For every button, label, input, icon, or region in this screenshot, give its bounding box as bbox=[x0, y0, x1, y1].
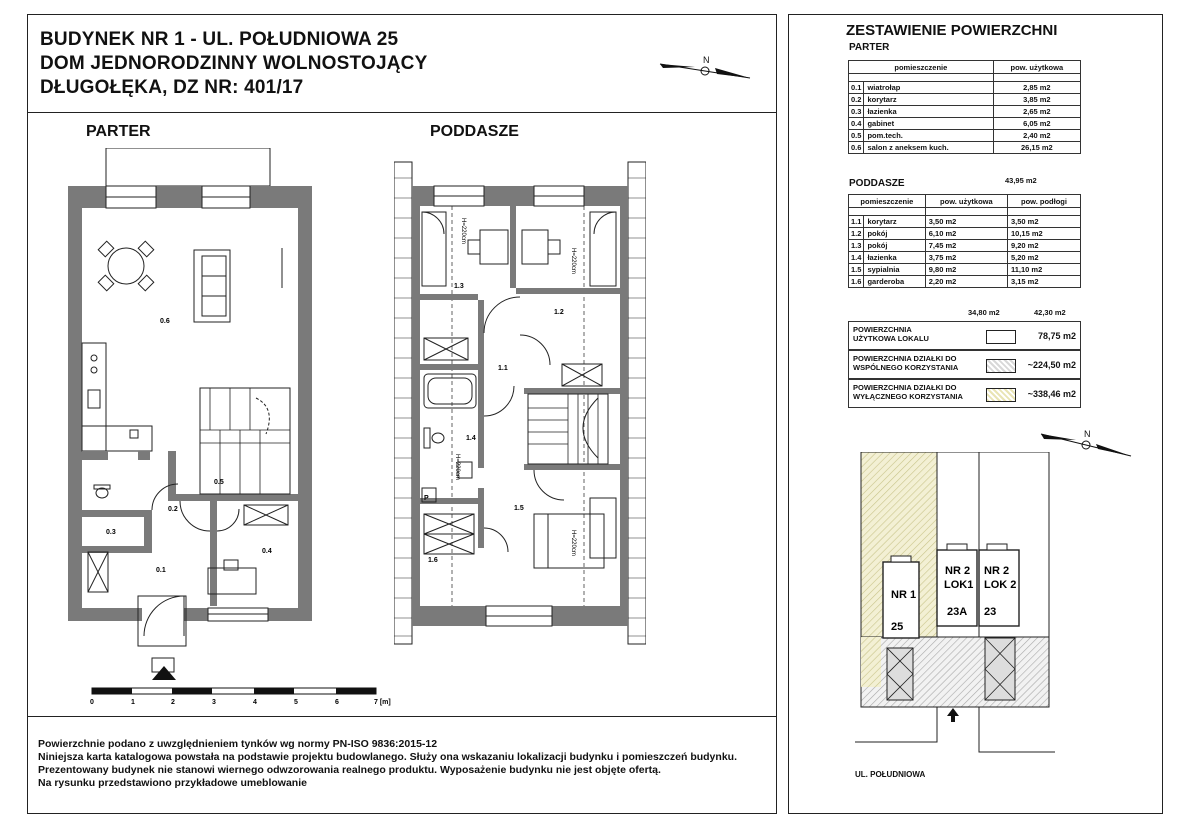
legend-swatch-white bbox=[986, 330, 1016, 344]
room-1-4: 1.4 bbox=[466, 435, 476, 442]
poddasze-col-floor: pow. podłogi bbox=[1007, 195, 1080, 208]
room-1-1: 1.1 bbox=[498, 365, 508, 372]
table-row: 0.3 łazienka 2,65 m2 bbox=[849, 106, 1081, 118]
scale-tick-2: 2 bbox=[171, 699, 175, 706]
room-1-2: 1.2 bbox=[554, 309, 564, 316]
room-0-2: 0.2 bbox=[168, 506, 178, 513]
room-0-6: 0.6 bbox=[160, 318, 170, 325]
table-row: 0.5 pom.tech. 2,40 m2 bbox=[849, 130, 1081, 142]
parter-plan bbox=[60, 148, 320, 696]
legend-swatch-yellow bbox=[986, 388, 1016, 402]
site-building-3-name: NR 2 bbox=[984, 565, 1010, 577]
header-title bbox=[40, 28, 427, 100]
site-building-2-name: NR 2 bbox=[945, 565, 971, 577]
summary-title: ZESTAWIENIE POWIERZCHNI bbox=[846, 22, 1058, 39]
header-line-1: BUDYNEK NR 1 - UL. POŁUDNIOWA 25 bbox=[40, 29, 399, 50]
scale-tick-0: 0 bbox=[90, 699, 94, 706]
table-row: 0.1 wiatrołap 2,85 m2 bbox=[849, 82, 1081, 94]
notes-divider bbox=[27, 716, 777, 717]
legend-exclusive-plot: POWIERZCHNIA DZIAŁKI DO WYŁĄCZNEGO KORZYSTANIA ~338,46 m2 bbox=[848, 379, 1081, 408]
note-4: Na rysunku przedstawiono przykładowe umeblowanie bbox=[38, 777, 307, 789]
notes bbox=[38, 738, 737, 790]
poddasze-total-floor: 42,30 m2 bbox=[1034, 308, 1066, 317]
poddasze-col-name: pomieszczenie bbox=[849, 195, 926, 208]
table-row: 1.4 łazienka 3,75 m2 5,20 m2 bbox=[849, 252, 1081, 264]
parter-total: 43,95 m2 bbox=[1005, 176, 1037, 185]
room-0-4: 0.4 bbox=[262, 548, 272, 555]
poddasze-label: PODDASZE bbox=[430, 123, 519, 140]
site-building-1-number: 25 bbox=[891, 621, 904, 633]
header-line-2: DOM JEDNORODZINNY WOLNOSTOJĄCY bbox=[40, 53, 428, 74]
note-3: Prezentowany budynek nie stanowi wiernego odwzorowania realnego produktu. Wyposażenie budynku nie jest objęte ofertą. bbox=[38, 764, 661, 776]
room-0-5: 0.5 bbox=[214, 479, 224, 486]
header-divider bbox=[27, 112, 777, 113]
table-row: 1.1 korytarz 3,50 m2 3,50 m2 bbox=[849, 216, 1081, 228]
site-building-2-number: 23A bbox=[947, 606, 968, 618]
height-mark-2: H=220cm bbox=[570, 248, 576, 274]
summary-poddasze-label: PODDASZE bbox=[849, 178, 905, 189]
scale-tick-7: 7 [m] bbox=[374, 699, 391, 706]
legend-swatch-gray bbox=[986, 359, 1016, 373]
summary-parter-label: PARTER bbox=[849, 42, 890, 53]
site-building-1-name: NR 1 bbox=[891, 589, 917, 601]
table-row: 0.6 salon z aneksem kuch. 26,15 m2 bbox=[849, 142, 1081, 154]
header-line-3: DŁUGOŁĘKA, DZ NR: 401/17 bbox=[40, 77, 304, 98]
legend-value-1: 78,75 m2 bbox=[1037, 331, 1076, 341]
scale-tick-3: 3 bbox=[212, 699, 216, 706]
room-0-1: 0.1 bbox=[156, 567, 166, 574]
site-plan bbox=[855, 452, 1055, 782]
scale-tick-5: 5 bbox=[294, 699, 298, 706]
room-1-6: 1.6 bbox=[428, 557, 438, 564]
note-2: Niniejsza karta katalogowa powstała na podstawie projektu budowlanego. Służy ona wskazaniu lokalizacji budynku i pomieszczeń budynku. bbox=[38, 751, 737, 763]
parter-label: PARTER bbox=[86, 123, 151, 140]
parter-col-area: pow. użytkowa bbox=[993, 61, 1080, 74]
parter-table bbox=[848, 60, 1081, 154]
room-0-3: 0.3 bbox=[106, 529, 116, 536]
table-row: 0.2 korytarz 3,85 m2 bbox=[849, 94, 1081, 106]
site-building-3-number: 23 bbox=[984, 606, 997, 618]
room-1-5: 1.5 bbox=[514, 505, 524, 512]
parter-col-name: pomieszczenie bbox=[849, 61, 994, 74]
table-row: 1.3 pokój 7,45 m2 9,20 m2 bbox=[849, 240, 1081, 252]
table-row: 1.6 garderoba 2,20 m2 3,15 m2 bbox=[849, 276, 1081, 288]
street-label: UL. POŁUDNIOWA bbox=[855, 770, 926, 779]
poddasze-table bbox=[848, 194, 1081, 288]
poddasze-plan bbox=[394, 158, 646, 648]
legend-shared-plot: POWIERZCHNIA DZIAŁKI DO WSPÓLNEGO KORZYSTANIA ~224,50 m2 bbox=[848, 350, 1081, 379]
site-building-3-unit: LOK 2 bbox=[984, 579, 1017, 591]
legend-value-2: ~224,50 m2 bbox=[1027, 360, 1076, 370]
legend-usable-area: POWIERZCHNIA UŻYTKOWA LOKALU 78,75 m2 bbox=[848, 321, 1081, 350]
scale-tick-1: 1 bbox=[131, 699, 135, 706]
height-mark-4: H=220cm bbox=[570, 530, 576, 556]
svg-text:N: N bbox=[703, 55, 710, 65]
room-p-label: P bbox=[424, 495, 429, 502]
scale-tick-4: 4 bbox=[253, 699, 257, 706]
svg-text:N: N bbox=[1084, 429, 1091, 439]
poddasze-total-area: 34,80 m2 bbox=[968, 308, 1000, 317]
site-building-2-unit: LOK1 bbox=[944, 579, 974, 591]
north-arrow-icon bbox=[655, 52, 755, 88]
room-1-3: 1.3 bbox=[454, 283, 464, 290]
table-row: 1.2 pokój 6,10 m2 10,15 m2 bbox=[849, 228, 1081, 240]
legend-value-3: ~338,46 m2 bbox=[1027, 389, 1076, 399]
height-mark-3: H=220cm bbox=[454, 454, 460, 480]
height-mark-1: H=220cm bbox=[460, 218, 466, 244]
table-row: 1.5 sypialnia 9,80 m2 11,10 m2 bbox=[849, 264, 1081, 276]
table-row: 0.4 gabinet 6,05 m2 bbox=[849, 118, 1081, 130]
poddasze-col-area: pow. użytkowa bbox=[925, 195, 1007, 208]
note-1: Powierzchnie podano z uwzględnieniem tynków wg normy PN-ISO 9836:2015-12 bbox=[38, 738, 438, 750]
scale-tick-6: 6 bbox=[335, 699, 339, 706]
scale-bar bbox=[86, 684, 406, 710]
